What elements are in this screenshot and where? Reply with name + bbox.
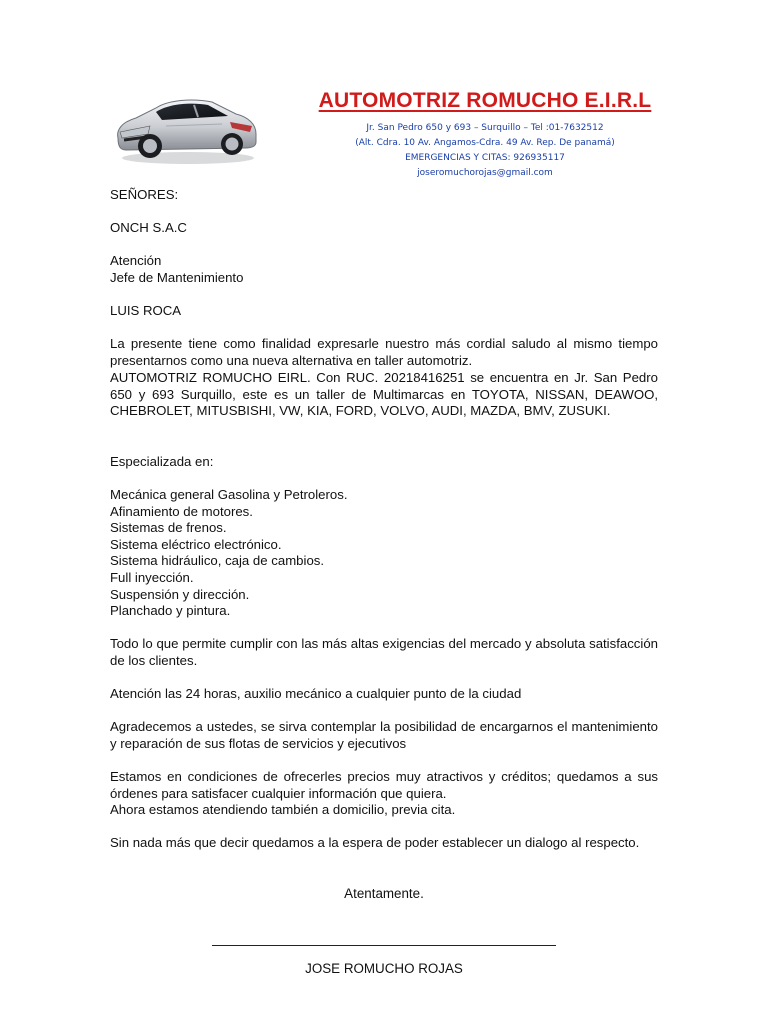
list-item: Suspensión y dirección. (110, 586, 250, 602)
list-item: Mecánica general Gasolina y Petroleros. (110, 487, 348, 502)
attention-role: Jefe de Mantenimiento (110, 270, 244, 285)
service-hours-paragraph: Atención las 24 horas, auxilio mecánico a cualquier punto de la ciudad (110, 686, 522, 701)
signature-line (212, 945, 556, 946)
specialties-list (110, 487, 658, 620)
market-statement-paragraph: Todo lo que permite cumplir con las más altas exigencias del mercado y absoluta satisfacción de los clientes. (110, 636, 658, 668)
specialties-heading: Especializada en: (110, 454, 214, 469)
intro-paragraph: La presente tiene como finalidad expresarle nuestro más cordial saludo al mismo tiempo presentarnos como una nueva alternativa en taller automotriz. (110, 336, 658, 368)
company-reference: (Alt. Cdra. 10 Av. Angamos-Cdra. 49 Av. Rep. De panamá) (355, 138, 615, 148)
list-item: Full inyección. (110, 569, 194, 585)
offer-paragraph: Estamos en condiciones de ofrecerles precios muy atractivos y créditos; quedamos a sus órdenes para satisfacer cualquier información que quiera. (110, 769, 658, 801)
recipient-company: ONCH S.A.C (110, 220, 187, 235)
list-item: Planchado y pintura. (110, 603, 231, 619)
company-email: joseromuchorojas@gmail.com (417, 168, 553, 178)
closing-paragraph: Sin nada más que decir quedamos a la espera de poder establecer un dialogo al respecto. (110, 835, 640, 850)
recipient-name: LUIS ROCA (110, 303, 182, 318)
company-name: AUTOMOTRIZ ROMUCHO E.I.R.L (318, 89, 652, 112)
list-item: Sistemas de frenos. (110, 520, 227, 536)
company-description-paragraph: AUTOMOTRIZ ROMUCHO EIRL. Con RUC. 20218416251 se encuentra en Jr. San Pedro 650 y 693 Surquillo, este es un taller de Multimarcas en TOYOTA, NISSAN, DEAWOO, CHEBROLET, MITUSBISHI, VW, KIA, FORD, VOLVO, AUDI, MAZDA, BMV, ZUSUKI. (110, 370, 658, 419)
home-service-paragraph: Ahora estamos atendiendo también a domicilio, previa cita. (110, 802, 456, 817)
company-address: Jr. San Pedro 650 y 693 – Surquillo – Tel :01-7632512 (366, 123, 604, 133)
valediction: Atentamente. (344, 886, 424, 901)
attention-label: Atención (110, 253, 162, 268)
salutation: SEÑORES: (110, 187, 179, 202)
car-icon (110, 86, 262, 168)
company-emergency-phone: EMERGENCIAS Y CITAS: 926935117 (405, 153, 565, 163)
request-paragraph: Agradecemos a ustedes, se sirva contemplar la posibilidad de encargarnos el mantenimiento y reparación de sus flotas de servicios y ejecutivos (110, 719, 658, 751)
company-header (280, 89, 690, 181)
signer-name: JOSE ROMUCHO ROJAS (305, 961, 463, 976)
list-item: Sistema hidráulico, caja de cambios. (110, 553, 325, 569)
list-item: Afinamiento de motores. (110, 503, 253, 519)
list-item: Sistema eléctrico electrónico. (110, 536, 282, 552)
